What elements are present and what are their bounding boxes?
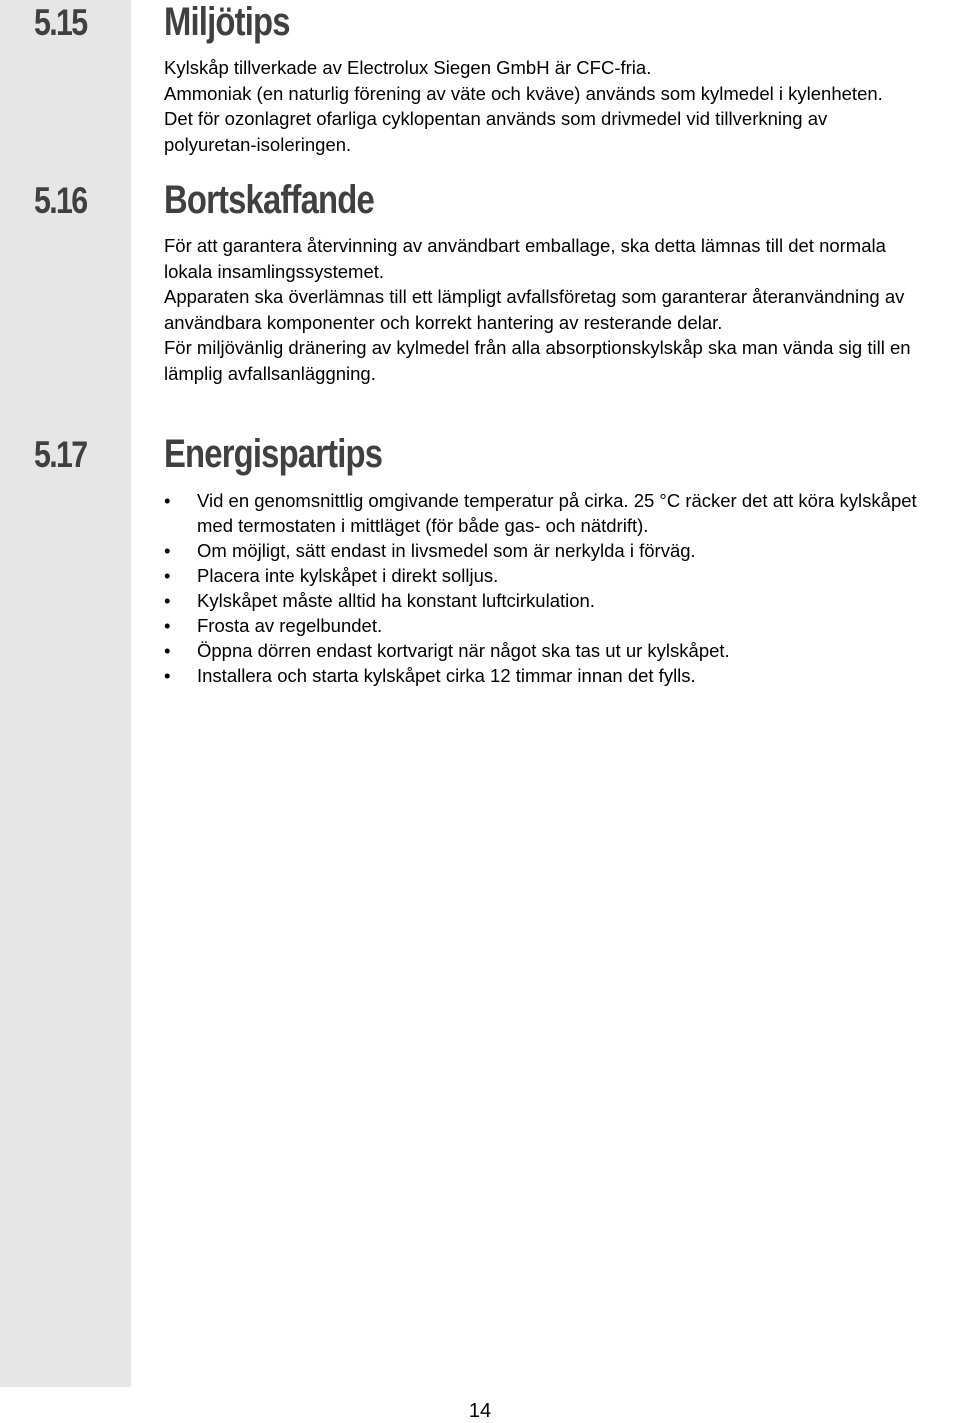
list-item	[164, 488, 917, 538]
bullet-icon: •	[164, 640, 171, 661]
section-number: 5.15	[34, 2, 87, 43]
bullet-icon: •	[164, 490, 171, 511]
list-item-text: Om möjligt, sätt endast in livsmedel som är nerkylda i förväg.	[197, 540, 696, 561]
list-item-text: Installera och starta kylskåpet cirka 12 timmar innan det fylls.	[197, 665, 696, 686]
list-item-text: Öppna dörren endast kortvarigt när något ska tas ut ur kylskåpet.	[197, 640, 730, 661]
section-number: 5.17	[34, 434, 87, 475]
bullet-icon: •	[164, 590, 171, 611]
paragraph: För att garantera återvinning av användbart emballage, ska detta lämnas till det normala lokala insamlingssystemet.	[164, 235, 886, 282]
list-item	[164, 613, 960, 638]
section-body	[164, 55, 960, 157]
list-item	[164, 638, 960, 663]
section-number: 5.16	[34, 180, 87, 221]
list-item	[164, 538, 960, 563]
paragraph: Apparaten ska överlämnas till ett lämpligt avfallsföretag som garanterar återanvändning av användbara komponenter och korrekt hantering av resterande delar.	[164, 286, 905, 333]
list-item-text: Vid en genomsnittlig omgivande temperatur på cirka. 25 °C räcker det att köra kylskåpet med termostaten i mittläget (för både gas- och nätdrift).	[197, 490, 917, 536]
list-item	[164, 588, 960, 613]
section-title: Miljötips	[164, 0, 290, 44]
section-body	[164, 233, 960, 386]
bullet-icon: •	[164, 615, 171, 636]
list-item	[164, 563, 960, 588]
section-title: Energispartips	[164, 432, 383, 476]
bullet-icon: •	[164, 665, 171, 686]
tips-list	[164, 488, 960, 688]
list-item-text: Placera inte kylskåpet i direkt solljus.	[197, 565, 499, 586]
paragraph: Kylskåp tillverkade av Electrolux Siegen GmbH är CFC-fria.	[164, 57, 652, 78]
list-item-text: Frosta av regelbundet.	[197, 615, 383, 636]
paragraph: För miljövänlig dränering av kylmedel från alla absorptionskylskåp ska man vända sig till en lämplig avfallsanläggning.	[164, 337, 911, 384]
list-item-text: Kylskåpet måste alltid ha konstant luftcirkulation.	[197, 590, 595, 611]
list-item	[164, 663, 960, 688]
paragraph: Ammoniak (en naturlig förening av väte och kväve) används som kylmedel i kylenheten. Det för ozonlagret ofarliga cyklopentan används som drivmedel vid tillverkning av polyuretan-isoleringen.	[164, 82, 883, 155]
section-title: Bortskaffande	[164, 178, 374, 222]
page-number: 14	[468, 1400, 492, 1422]
bullet-icon: •	[164, 540, 171, 561]
bullet-icon: •	[164, 565, 171, 586]
